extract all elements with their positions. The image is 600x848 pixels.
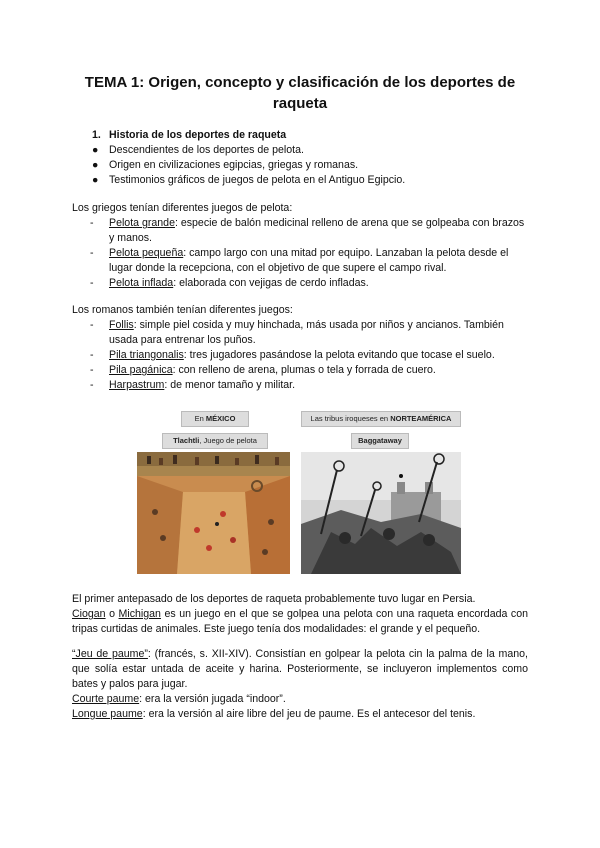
mexico-label: En MÉXICO	[181, 411, 249, 427]
list-item: ● Testimonios gráficos de juegos de pelota en el Antiguo Egipcio.	[92, 174, 406, 186]
bullet-icon: ●	[92, 159, 99, 171]
baggataway-label: Baggataway	[351, 433, 409, 449]
page-title: TEMA 1: Origen, concepto y clasificación de los deportes de raqueta	[84, 74, 516, 112]
list-item: - Pelota grande: especie de balón medicinal relleno de arena que se golpeaba con brazos y manos.	[90, 217, 525, 244]
greeks-list	[90, 216, 530, 291]
term: “Jeu de paume”	[72, 648, 148, 660]
section-number: 1.	[92, 129, 101, 141]
list-item: - Pelota pequeña: campo largo con una mitad por equipo. Lanzaban la pelota desde el lugar donde la recepciona, con el objetivo de que supere el campo rival.	[90, 247, 509, 274]
list-item: ● Descendientes de los deportes de pelota.	[92, 144, 304, 156]
iroquois-image	[301, 408, 461, 573]
list-item: - Pelota inflada: elaborada con vejigas de cerdo infladas.	[90, 277, 369, 289]
term: Michigan	[118, 608, 161, 620]
tlachtli-label: Tlachtli, Juego de pelota	[162, 433, 268, 449]
romans-list	[90, 318, 530, 393]
section-heading-text: Historia de los deportes de raqueta	[109, 129, 287, 141]
term: Courte paume	[72, 693, 140, 705]
greeks-intro: Los griegos tenían diferentes juegos de pelota:	[72, 202, 293, 214]
term: Pila pagánica	[109, 364, 173, 376]
term: Pelota inflada	[109, 277, 174, 289]
list-item: - Follis: simple piel cosida y muy hinchada, más usada por niños y ancianos. También usada para entrenar los puños.	[90, 319, 504, 346]
ballgame-illustration	[137, 452, 290, 574]
term: Pelota pequeña	[109, 247, 184, 259]
mexico-image	[137, 408, 290, 573]
paume-paragraph: “Jeu de paume”: (francés, s. XII-XIV). Consistían en golpear la pelota cin la palma de la mano, que solía estar untada de aceite y harina. Posteriormente, se incluyeron implementos como bates y palos para jugar.	[72, 648, 528, 690]
term: Harpastrum	[109, 379, 165, 391]
section-heading	[92, 128, 286, 143]
bullet-icon: ●	[92, 144, 99, 156]
term: Pelota grande	[109, 217, 175, 229]
list-item: - Harpastrum: de menor tamaño y militar.	[90, 379, 296, 391]
persia-paragraph: El primer antepasado de los deportes de raqueta probablemente tuvo lugar en Persia. Ciogan o Michigan es un juego en el que se golpea una pelota con una raqueta encordada con tripas curtidas de animales. Este juego tenía dos modalidades: el grande y el pequeño.	[72, 593, 528, 635]
term: Longue paume	[72, 708, 143, 720]
iroquois-label: Las tribus iroqueses en NORTEAMÉRICA	[301, 411, 461, 427]
courte-paume-line: Courte paume: era la versión jugada “indoor”.	[72, 693, 286, 705]
term: Ciogan	[72, 608, 106, 620]
term: Pila triangonalis	[109, 349, 184, 361]
lacrosse-engraving	[301, 452, 461, 574]
history-bullet-list	[92, 143, 405, 188]
list-item: - Pila pagánica: con relleno de arena, plumas o tela y forrada de cuero.	[90, 364, 436, 376]
term: Follis	[109, 319, 134, 331]
romans-intro: Los romanos también tenían diferentes juegos:	[72, 304, 293, 316]
longue-paume-line: Longue paume: era la versión al aire libre del jeu de paume. Es el antecesor del tenis.	[72, 708, 476, 720]
bullet-icon: ●	[92, 174, 99, 186]
list-item: ● Origen en civilizaciones egipcias, griegas y romanas.	[92, 159, 359, 171]
list-item: - Pila triangonalis: tres jugadores pasándose la pelota evitando que tocase el suelo.	[90, 349, 495, 361]
